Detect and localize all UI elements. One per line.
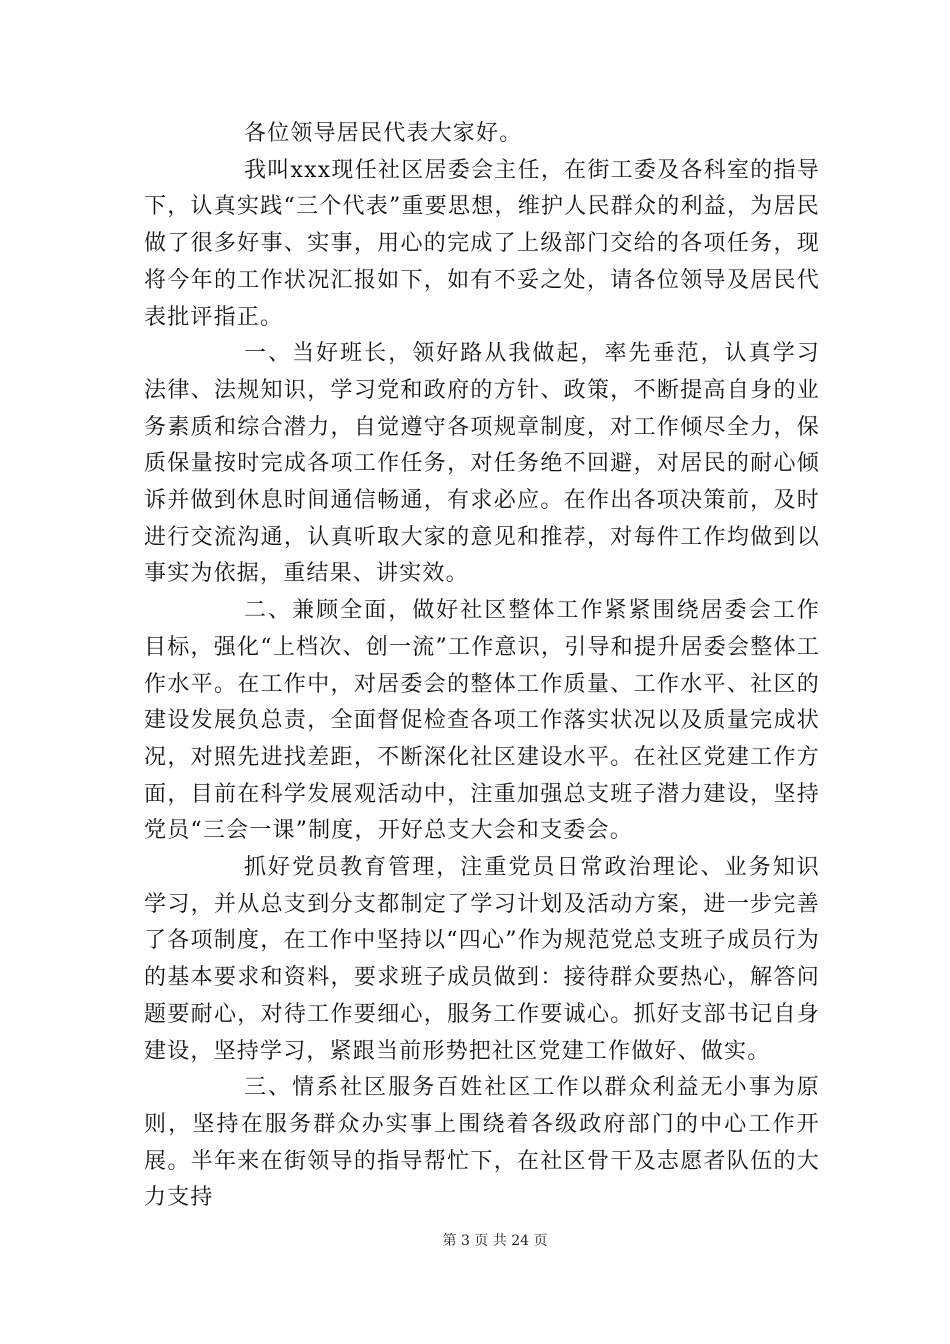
intro-paragraph: 我叫xxx现任社区居委会主任，在街工委及各科室的指导下，认真实践“三个代表”重要思想，维护人民群众的利益，为居民做了很多好事、实事，用心的完成了上级部门交给的各项任务，现将今年的工作状况汇报如下，如有不妥之处，请各位领导及居民代表批评指正。 bbox=[144, 157, 820, 330]
document-body bbox=[144, 116, 820, 1217]
page-number-footer: 第 3 页 共 24 页 bbox=[442, 1233, 548, 1249]
section-one-paragraph: 一、当好班长，领好路从我做起，率先垂范，认真学习法律、法规知识，学习党和政府的方针、政策，不断提高自身的业务素质和综合潜力，自觉遵守各项规章制度，对工作倾尽全力，保质保量按时完成各项工作任务，对任务绝不回避，对居民的耐心倾诉并做到休息时间通信畅通，有求必应。在作出各项决策前，及时进行交流沟通，认真听取大家的意见和推荐，对每件工作均做到以事实为依据，重结果、讲实效。 bbox=[144, 341, 820, 587]
section-three-paragraph: 三、情系社区服务百姓社区工作以群众利益无小事为原则，坚持在服务群众办实事上围绕着各级政府部门的中心工作开展。半年来在街领导的指导帮忙下，在社区骨干及志愿者队伍的大力支持 bbox=[144, 1075, 820, 1211]
section-two-paragraph: 二、兼顾全面，做好社区整体工作紧紧围绕居委会工作目标，强化“上档次、创一流”工作意识，引导和提升居委会整体工作水平。在工作中，对居委会的整体工作质量、工作水平、社区的建设发展负总责，全面督促检查各项工作落实状况以及质量完成状况，对照先进找差距，不断深化社区建设水平。在社区党建工作方面，目前在科学发展观活动中，注重加强总支班子潜力建设，坚持党员“三会一课”制度，开好总支大会和支委会。 bbox=[144, 598, 820, 844]
party-education-paragraph: 抓好党员教育管理，注重党员日常政治理论、业务知识学习，并从总支到分支都制定了学习计划及活动方案，进一步完善了各项制度，在工作中坚持以“四心”作为规范党总支班子成员行为的基本要求和资料，要求班子成员做到：接待群众要热心，解答问题要耐心，对待工作要细心，服务工作要诚心。抓好支部书记自身建设，坚持学习，紧跟当前形势把社区党建工作做好、做实。 bbox=[144, 855, 820, 1064]
greeting-paragraph: 各位领导居民代表大家好。 bbox=[244, 121, 523, 146]
